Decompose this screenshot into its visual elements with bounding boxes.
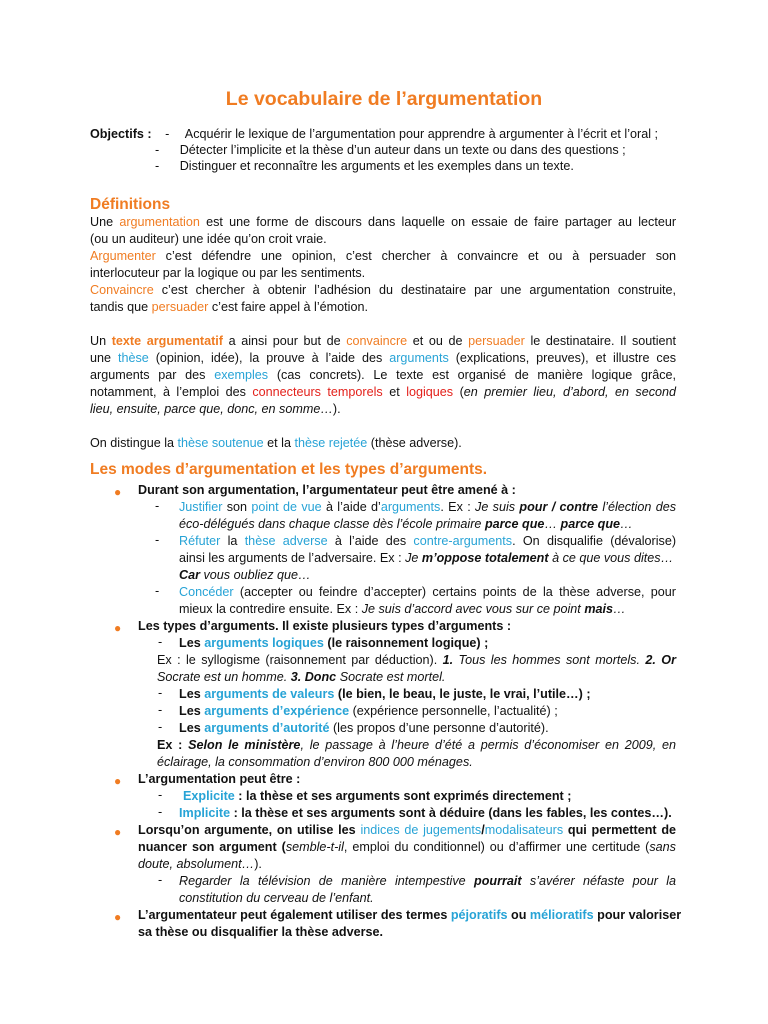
text: Je suis d’accord avec vous sur ce point [361, 602, 581, 616]
keyword-argumentation: argumentation [119, 215, 200, 229]
keyword-arguments-logiques: arguments logiques [204, 636, 324, 650]
text: semble-t-il [285, 840, 344, 854]
text: et ou de [412, 334, 463, 348]
dash: - [155, 533, 160, 547]
keyword-persuader: persuader [151, 300, 209, 314]
keyword-these-soutenue: thèse soutenue [177, 436, 264, 450]
definitions-heading: Définitions [90, 196, 171, 213]
text: éclairage, la consommation d’environ 800 000 ménages. [157, 755, 473, 769]
texte-line-4 [90, 384, 676, 401]
text: (thèse adverse). [370, 436, 462, 450]
dash: - [158, 635, 163, 649]
bullet-4-line-1 [138, 822, 676, 839]
text: 2. Or [645, 653, 676, 667]
bullet-icon: ● [114, 825, 122, 839]
page-title: Le vocabulaire de l’argumentation [225, 88, 543, 110]
texte-line-1 [90, 333, 676, 350]
implicite-line [179, 805, 676, 822]
text: (ou un auditeur) une idée qu’on croit vraie. [90, 232, 327, 246]
text: l’élection des [602, 500, 676, 514]
text: , emploi du conditionnel) ou d’affirmer une certitude ( [343, 840, 650, 854]
texte-line-5 [90, 401, 676, 418]
bullet-4-line-2 [138, 839, 676, 856]
dash: - [155, 499, 160, 513]
dash: - [158, 720, 163, 734]
text: pourrait [474, 874, 522, 888]
text: lieu, ensuite, parce que, donc, en somme… [90, 402, 333, 416]
objectif-2: Détecter l’implicite et la thèse d’un auteur dans un texte ou dans des questions ; [179, 143, 626, 157]
tele-line-2 [179, 890, 676, 907]
text: nuancer son argument ( [138, 840, 286, 854]
text: s’avérer néfaste pour la [529, 874, 677, 888]
objectifs-line-2 [90, 142, 676, 159]
text: : la thèse et ses arguments sont à déduire (dans les fables, les contes…). [233, 806, 672, 820]
conceder-line-2 [179, 601, 676, 618]
text: et la [267, 436, 291, 450]
text: parce que [484, 517, 545, 531]
texte-line-6 [90, 435, 676, 452]
keyword-these-rejetee: thèse rejetée [294, 436, 368, 450]
dash: - [155, 159, 160, 173]
keyword-point-de-vue: point de vue [251, 500, 322, 514]
objectifs-line-1 [90, 126, 676, 143]
keyword-refuter: Réfuter [179, 534, 221, 548]
keyword-modalisateurs: modalisateurs [484, 823, 564, 837]
dash: - [158, 805, 163, 819]
text: … [620, 517, 633, 531]
text: à l’aide des [334, 534, 407, 548]
text: arguments par des [90, 368, 206, 382]
explicite-line [183, 788, 676, 805]
text: On distingue la [90, 436, 175, 450]
dash: - [158, 686, 163, 700]
text: pour valoriser [597, 908, 682, 922]
text: Regarder la télévision de manière intempestive [179, 874, 466, 888]
text: qui permettent de [567, 823, 677, 837]
text: à l’aide d’ [325, 500, 381, 514]
keyword-arguments-d-autorite: arguments d’autorité [204, 721, 330, 735]
text: Les [179, 687, 201, 701]
text: notamment, à l’emploi des [90, 385, 246, 399]
texte-line-2 [90, 350, 676, 367]
text: en premier lieu, d’abord, en second [463, 385, 677, 399]
text: 1. [442, 653, 454, 667]
text: (les propos d’une personne d’autorité). [332, 721, 549, 735]
text: Car [179, 568, 200, 582]
text: parce que [560, 517, 621, 531]
keyword-explicite: Explicite [183, 789, 235, 803]
text: constitution du cerveau de l’enfant. [179, 891, 374, 905]
text: Les [179, 704, 201, 718]
def-line-3 [90, 248, 676, 265]
text: . Ex : [440, 500, 471, 514]
autorite-line [179, 720, 676, 737]
text: pour / contre [519, 500, 599, 514]
text: ). [254, 857, 262, 871]
text: … [613, 602, 626, 616]
text: L’argumentateur peut également utiliser des termes [138, 908, 448, 922]
objectif-1: Acquérir le lexique de l’argumentation pour apprendre à argumenter à l’écrit et l’oral ; [184, 127, 659, 141]
bullet-icon: ● [114, 485, 122, 499]
bullet-1: Durant son argumentation, l’argumentateur peut être amené à : [138, 483, 516, 497]
def-line-6 [90, 299, 676, 316]
text: Je [405, 551, 419, 565]
bullet-5-line-2: sa thèse ou disqualifier la thèse adverse. [138, 925, 383, 939]
justifier-line-2 [179, 516, 676, 533]
text: Les [179, 721, 201, 735]
keyword-convaincre: convaincre [346, 334, 408, 348]
dash: - [158, 788, 163, 802]
text: Tous les hommes sont mortels. [458, 653, 640, 667]
texte-line-3 [90, 367, 676, 384]
text: ainsi les arguments de l’adversaire. Ex : [179, 551, 402, 565]
keyword-arguments-d-experience: arguments d’expérience [204, 704, 350, 718]
text: : la thèse et ses arguments sont exprimés directement ; [238, 789, 572, 803]
keyword-justifier: Justifier [179, 500, 223, 514]
refuter-line-3 [179, 567, 676, 584]
text: la [227, 534, 238, 548]
def-line-4 [90, 265, 676, 282]
bullet-icon: ● [114, 774, 122, 788]
text: Ex : le syllogisme (raisonnement par déduction). [157, 653, 438, 667]
text: (expérience personnelle, l’actualité) ; [352, 704, 558, 718]
text: mieux la contredire ensuite. Ex : [179, 602, 359, 616]
ex-autorite-line-1 [157, 737, 676, 754]
text: / [481, 823, 485, 837]
text: le destinataire. Il soutient [530, 334, 677, 348]
dash: - [155, 584, 160, 598]
text: 3. Donc [290, 670, 337, 684]
text: Un [90, 334, 107, 348]
refuter-line-1 [179, 533, 676, 550]
text: c’est faire appel à l’émotion. [211, 300, 368, 314]
text: Selon le ministère [188, 738, 301, 752]
tele-line-1 [179, 873, 676, 890]
text: Les [179, 636, 201, 650]
text: (opinion, idée), la prouve à l’aide des [155, 351, 383, 365]
text: ou [511, 908, 527, 922]
def-line-2 [90, 231, 676, 248]
text: doute, absolument… [138, 857, 255, 871]
text: Je suis [475, 500, 516, 514]
dash: - [165, 127, 170, 141]
text: , le passage à l’heure d’été a permis d’économiser en 2009, en [300, 738, 676, 752]
keyword-indices-de-jugements: indices de jugements [360, 823, 482, 837]
refuter-line-2 [179, 550, 676, 567]
keyword-pejoratifs: péjoratifs [450, 908, 508, 922]
text: . On disqualifie (dévalorise) [512, 534, 677, 548]
keyword-argumenter: Argumenter [90, 249, 156, 263]
text: Une [90, 215, 114, 229]
keyword-melioratifs: mélioratifs [529, 908, 594, 922]
text: est une forme de discours dans laquelle on essaie de faire partager au lecteur [206, 215, 677, 229]
text: sans [649, 840, 676, 854]
keyword-arguments: arguments [389, 351, 449, 365]
keyword-conceder: Concéder [179, 585, 234, 599]
keyword-implicite: Implicite [179, 806, 231, 820]
syllogisme-line-2 [157, 669, 676, 686]
text: Ex : [157, 738, 183, 752]
text: c’est chercher à obtenir l’adhésion du destinataire par une argumentation construite, [161, 283, 676, 297]
text: (cas concrets). Le texte est organisé de manière logique grâce, [276, 368, 677, 382]
keyword-convaincre: Convaincre [90, 283, 154, 297]
def-line-1 [90, 214, 676, 231]
text: … [544, 517, 558, 531]
text: Lorsqu’on argumente, on utilise les [138, 823, 356, 837]
bullet-icon: ● [114, 910, 122, 924]
modes-heading: Les modes d’argumentation et les types d’arguments. [90, 461, 488, 478]
dash: - [158, 703, 163, 717]
bullet-2: Les types d’arguments. Il existe plusieurs types d’arguments : [138, 619, 512, 633]
keyword-logiques: logiques [406, 385, 454, 399]
keyword-these: thèse [117, 351, 149, 365]
text: vous oubliez que… [203, 568, 311, 582]
text: éco-délégués dans chaque classe dès l’école primaire [179, 517, 482, 531]
text: mais [584, 602, 614, 616]
text: ). [332, 402, 341, 416]
text: à ce que vous dites… [552, 551, 674, 565]
text: (accepter ou feindre d’accepter) certains points de la thèse adverse, pour [239, 585, 676, 599]
ex-autorite-line-2 [157, 754, 676, 771]
text: Socrate est mortel. [339, 670, 446, 684]
keyword-these-adverse: thèse adverse [244, 534, 328, 548]
text: tandis que [90, 300, 149, 314]
text: m’oppose totalement [421, 551, 549, 565]
text: son [226, 500, 248, 514]
dash: - [155, 143, 160, 157]
objectifs-line-3 [90, 158, 676, 175]
dash: - [158, 873, 163, 887]
objectif-3: Distinguer et reconnaître les arguments et les exemples dans un texte. [179, 159, 574, 173]
text: Socrate est un homme. [157, 670, 288, 684]
keyword-exemples: exemples [214, 368, 269, 382]
bullet-icon: ● [114, 621, 122, 635]
justifier-line-1 [179, 499, 676, 516]
keyword-texte-argumentatif: texte argumentatif [111, 334, 223, 348]
conceder-line-1 [179, 584, 676, 601]
bullet-5-line-1 [138, 907, 682, 924]
experience-line [179, 703, 676, 720]
objectifs-label: Objectifs : [90, 127, 152, 141]
bullet-3: L’argumentation peut être : [138, 772, 301, 786]
bullet-4-line-3 [138, 856, 676, 873]
def-line-5 [90, 282, 676, 299]
valeurs-line [179, 686, 676, 703]
text: c’est défendre une opinion, c’est chercher à convaincre et ou à persuader son [165, 249, 676, 263]
text: (explications, preuves), et illustre ces [455, 351, 676, 365]
text: (le bien, le beau, le juste, le vrai, l’utile…) ; [337, 687, 591, 701]
keyword-contre-arguments: contre-arguments [413, 534, 513, 548]
text: et [389, 385, 400, 399]
keyword-arguments: arguments [380, 500, 441, 514]
text: a ainsi pour but de [228, 334, 341, 348]
keyword-arguments-de-valeurs: arguments de valeurs [204, 687, 335, 701]
keyword-connecteurs-temporels: connecteurs temporels [252, 385, 383, 399]
text: (le raisonnement logique) ; [327, 636, 489, 650]
logiques-line [179, 635, 676, 652]
syllogisme-line-1 [157, 652, 676, 669]
text: interlocuteur par la logique ou par les sentiments. [90, 266, 366, 280]
text: ( [459, 385, 464, 399]
keyword-persuader: persuader [468, 334, 525, 348]
text: une [90, 351, 112, 365]
